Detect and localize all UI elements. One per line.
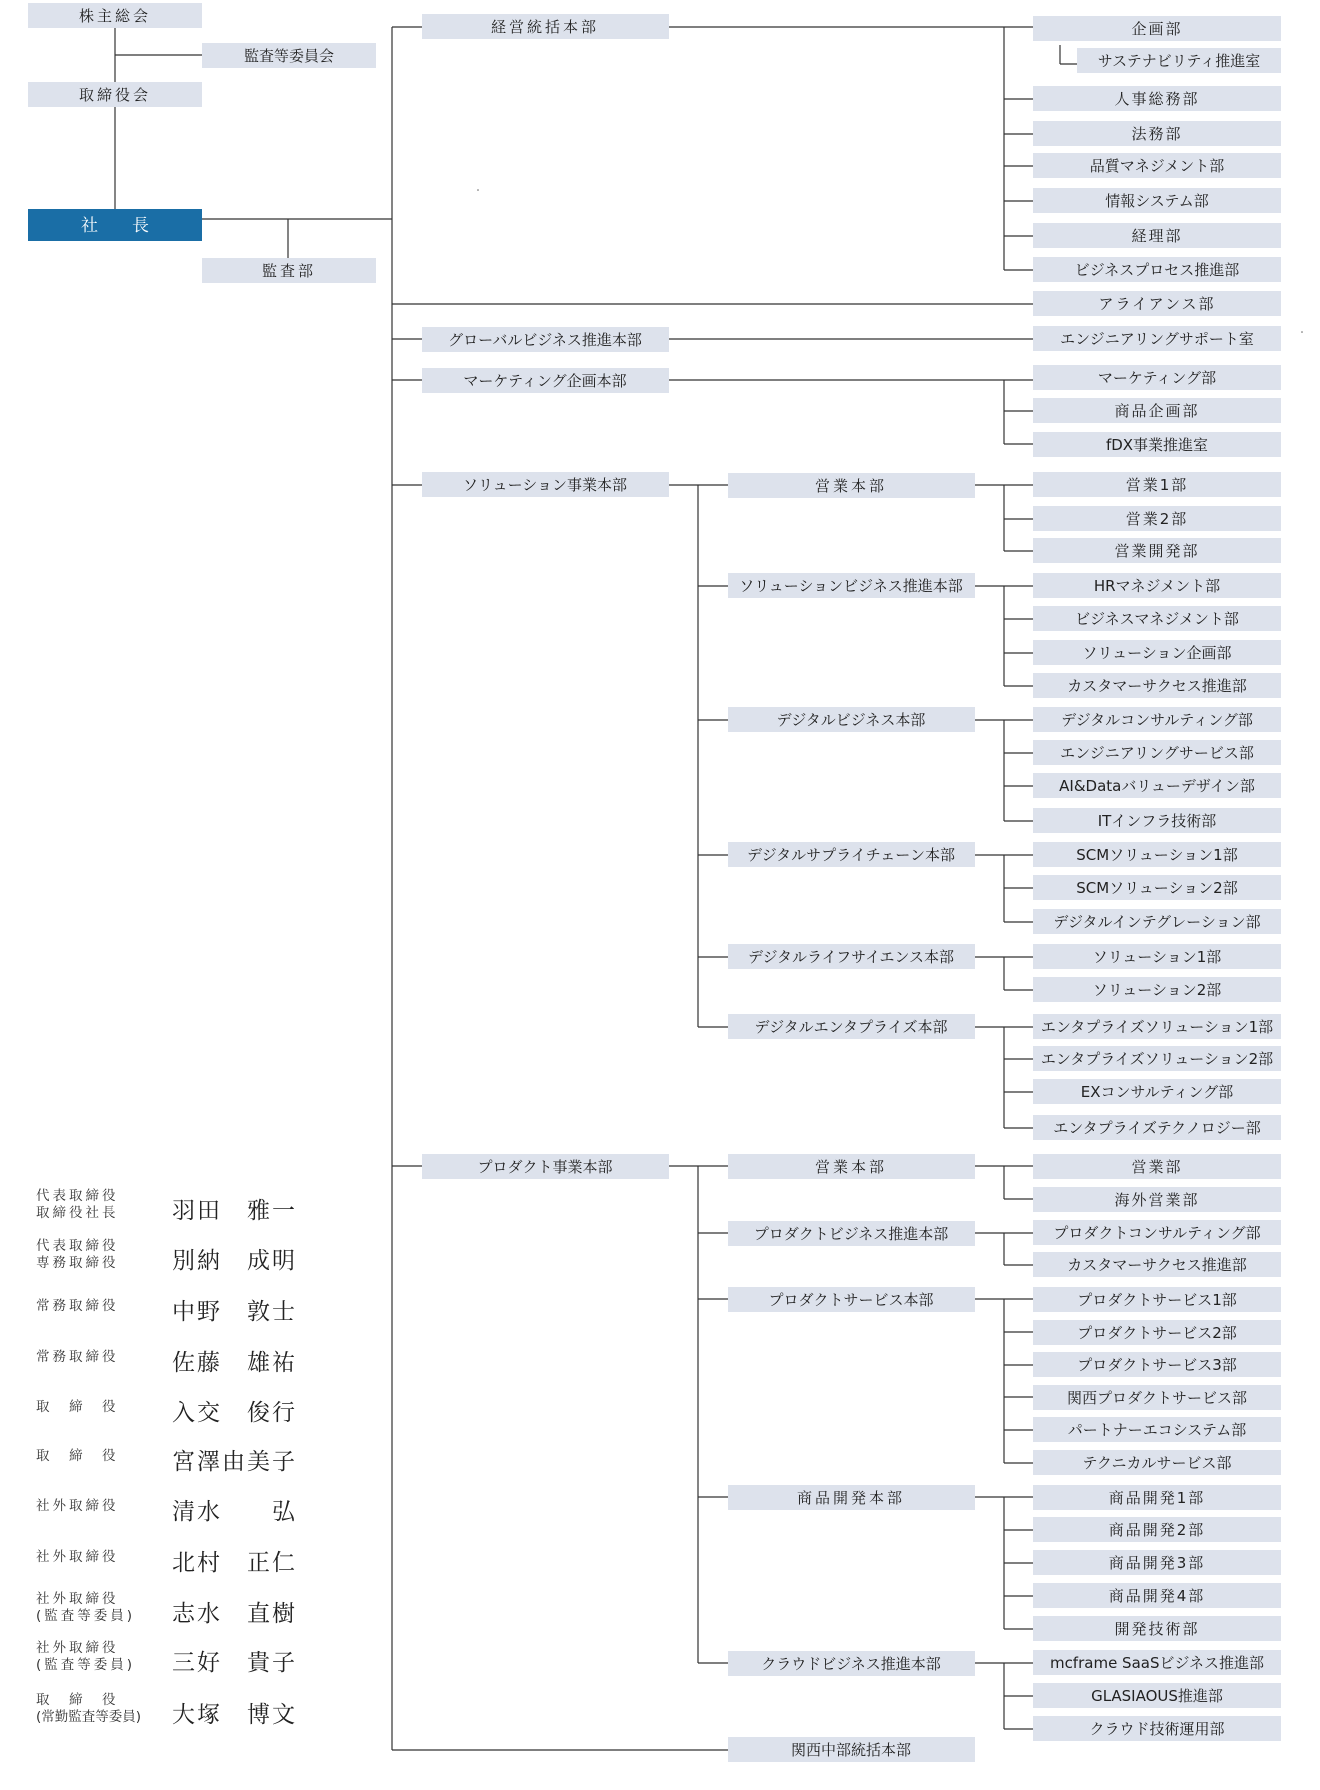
sub-digital-enterprise: デジタルエンタプライズ本部: [754, 1018, 948, 1036]
sub-solution-sales: 営業本部: [814, 477, 888, 495]
director-title: 専務取締役: [36, 1255, 119, 1271]
director-name: 大塚 博文: [172, 1702, 297, 1728]
director-title: (監査等委員): [36, 1608, 136, 1624]
director-row: [30, 1534, 330, 1578]
dept-item: 経理部: [1131, 227, 1183, 245]
director-title: 代表取締役: [36, 1188, 119, 1204]
director-row: [30, 1182, 330, 1226]
audit-committee-box: 監査等委員会: [243, 47, 335, 65]
director-name: 佐藤 雄祐: [172, 1350, 297, 1376]
dept-item: 関西プロダクトサービス部: [1066, 1389, 1248, 1407]
dept-item: ソリューション1部: [1092, 948, 1222, 966]
governance-boxes: [28, 3, 376, 283]
division-keiei: 経営統括本部: [490, 18, 600, 36]
dept-item: マーケティング部: [1097, 369, 1217, 387]
director-title: 社外取締役: [36, 1591, 119, 1607]
dept-item: HRマネジメント部: [1093, 577, 1221, 595]
dept-item: 海外営業部: [1114, 1191, 1200, 1209]
board-box: 取締役会: [78, 86, 152, 104]
audit-dept-box: 監査部: [261, 262, 317, 280]
sub-product-sales: 営業本部: [814, 1158, 888, 1176]
department-boxes: [1033, 16, 1281, 1741]
dept-item: ビジネスプロセス推進部: [1074, 261, 1240, 279]
director-title: 取 締 役: [36, 1399, 119, 1415]
sub-solution-business: ソリューションビジネス推進本部: [739, 577, 963, 595]
director-row: [30, 1433, 330, 1477]
director-row: [30, 1686, 330, 1730]
dept-item: プロダクトサービス3部: [1077, 1356, 1237, 1374]
dept-item: SCMソリューション1部: [1076, 846, 1238, 864]
dept-item: プロダクトサービス1部: [1077, 1291, 1237, 1309]
dept-item: fDX事業推進室: [1105, 436, 1209, 454]
dept-item: 営業2部: [1125, 510, 1189, 528]
director-title: 社外取締役: [36, 1640, 119, 1656]
director-row: [30, 1585, 330, 1629]
dept-item: ソリューション2部: [1092, 981, 1222, 999]
dept-item: AI&Dataバリューデザイン部: [1059, 777, 1255, 795]
sub-digital-life-science: デジタルライフサイエンス本部: [747, 948, 955, 966]
dept-item: 商品開発4部: [1108, 1587, 1206, 1605]
dept-item: エンタプライズソリューション1部: [1040, 1018, 1274, 1036]
sub-cloud-business: クラウドビジネス推進本部: [761, 1655, 941, 1673]
sub-product-development: 商品開発本部: [796, 1489, 906, 1507]
dept-item: 営業開発部: [1114, 542, 1200, 560]
director-title: 代表取締役: [36, 1238, 119, 1254]
director-title: 常務取締役: [36, 1298, 119, 1314]
dept-item: プロダクトサービス2部: [1077, 1324, 1237, 1342]
director-title: (常勤監査等委員): [36, 1709, 142, 1725]
dept-item: デジタルコンサルティング部: [1061, 711, 1253, 729]
director-name: 三好 貴子: [172, 1650, 297, 1676]
director-row: [30, 1483, 330, 1527]
dept-item: ビジネスマネジメント部: [1075, 610, 1239, 628]
director-name: 別納 成明: [172, 1248, 297, 1274]
dept-item: エンタプライズソリューション2部: [1040, 1050, 1274, 1068]
director-title: 取 締 役: [36, 1692, 119, 1708]
director-row: [30, 1634, 330, 1678]
dept-item: ITインフラ技術部: [1097, 812, 1217, 830]
dept-item: 品質マネジメント部: [1089, 157, 1225, 175]
director-title: (監査等委員): [36, 1657, 136, 1673]
director-name: 入交 俊行: [172, 1400, 297, 1426]
dept-item: エンタプライズテクノロジー部: [1053, 1119, 1261, 1137]
dept-item: エンジニアリングサポート室: [1060, 330, 1254, 348]
dept-item: EXコンサルティング部: [1080, 1083, 1234, 1101]
dept-item: カスタマーサクセス推進部: [1067, 677, 1247, 695]
dept-item: 商品企画部: [1114, 402, 1200, 420]
dept-item: SCMソリューション2部: [1076, 879, 1238, 897]
dept-item: サステナビリティ推進室: [1097, 52, 1261, 70]
director-name: 志水 直樹: [172, 1601, 297, 1627]
president-box: 社 長: [81, 216, 149, 236]
shareholders-meeting-box: 株主総会: [78, 7, 152, 25]
dept-item: GLASIAOUS推進部: [1091, 1687, 1223, 1705]
dept-item: パートナーエコシステム部: [1067, 1421, 1247, 1439]
director-name: 清水 弘: [172, 1499, 297, 1525]
dept-item: 営業部: [1131, 1158, 1183, 1176]
director-title: 社外取締役: [36, 1498, 119, 1514]
director-row: [30, 1334, 330, 1378]
director-title: 取 締 役: [36, 1448, 119, 1464]
sub-digital-supply-chain: デジタルサプライチェーン本部: [747, 846, 955, 864]
sub-product-business: プロダクトビジネス推進本部: [753, 1225, 949, 1243]
dept-item: デジタルインテグレーション部: [1053, 913, 1261, 931]
dept-item: 法務部: [1131, 125, 1183, 143]
dept-item: 開発技術部: [1114, 1620, 1200, 1638]
dept-item: mcframe SaaSビジネス推進部: [1049, 1654, 1265, 1672]
dept-item: クラウド技術運用部: [1089, 1720, 1225, 1738]
dept-item: 商品開発2部: [1108, 1521, 1206, 1539]
director-title: 社外取締役: [36, 1549, 119, 1565]
division-marketing: マーケティング企画本部: [463, 372, 627, 390]
director-name: 中野 敦士: [172, 1299, 297, 1325]
dept-item: 情報システム部: [1105, 192, 1209, 210]
dept-alliance: アライアンス部: [1098, 295, 1216, 313]
director-name: 宮澤由美子: [172, 1449, 297, 1475]
division-solution: ソリューション事業本部: [463, 476, 627, 494]
director-title: 取締役社長: [36, 1205, 119, 1221]
dept-item: 企画部: [1131, 20, 1183, 38]
dept-item: ソリューション企画部: [1082, 644, 1232, 662]
dept-item: カスタマーサクセス推進部: [1067, 1256, 1247, 1274]
director-row: [30, 1384, 330, 1428]
subdivision-boxes: [728, 473, 975, 1676]
division-kansai: 関西中部統括本部: [790, 1741, 912, 1759]
dept-item: 商品開発3部: [1108, 1554, 1206, 1572]
dept-item: 商品開発1部: [1108, 1489, 1206, 1507]
dept-item: テクニカルサービス部: [1082, 1454, 1232, 1472]
director-row: [30, 1232, 330, 1276]
director-row: [30, 1283, 330, 1327]
dept-item: エンジニアリングサービス部: [1060, 744, 1254, 762]
director-title: 常務取締役: [36, 1349, 119, 1365]
director-name: 北村 正仁: [172, 1550, 297, 1576]
dept-item: 営業1部: [1125, 476, 1189, 494]
dept-item: 人事総務部: [1114, 90, 1200, 108]
dept-item: プロダクトコンサルティング部: [1053, 1224, 1261, 1242]
division-global: グローバルビジネス推進本部: [448, 331, 642, 349]
sub-digital-business: デジタルビジネス本部: [776, 711, 926, 729]
division-product: プロダクト事業本部: [477, 1158, 613, 1176]
sub-product-service: プロダクトサービス本部: [768, 1291, 934, 1309]
director-name: 羽田 雅一: [172, 1198, 297, 1224]
